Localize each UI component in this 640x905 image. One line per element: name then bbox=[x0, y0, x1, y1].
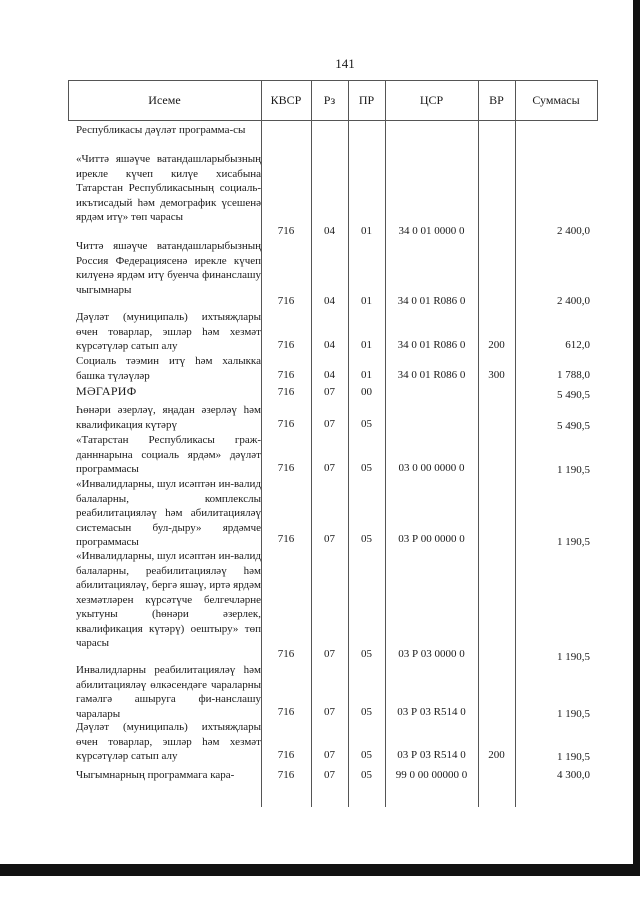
row-rz: 07 bbox=[324, 418, 335, 430]
row-pr: 01 bbox=[361, 225, 372, 237]
row-sum: 612,0 bbox=[565, 339, 590, 351]
scan-edge-right bbox=[633, 0, 640, 865]
row-csr: 03 Р 00 0000 0 bbox=[398, 533, 465, 545]
row-sum: 1 788,0 bbox=[557, 369, 590, 381]
row-kvsr: 716 bbox=[277, 706, 295, 718]
scan-edge-bottom bbox=[0, 864, 640, 876]
row-kvsr: 716 bbox=[277, 386, 295, 398]
row-pr: 05 bbox=[361, 418, 372, 430]
row-kvsr: 716 bbox=[277, 462, 295, 474]
row-pr: 05 bbox=[361, 648, 372, 660]
row-vr: 200 bbox=[488, 339, 505, 351]
column-divider bbox=[515, 80, 516, 807]
row-rz: 04 bbox=[324, 369, 335, 381]
row-name: Инвалидларны реабилитацияләү һәм абилитацияләү өлкәсендәге чараларны гамәлгә ашыруга фи-нанслашу чаралары bbox=[76, 664, 261, 720]
row-pr: 05 bbox=[361, 769, 372, 781]
row-sum: 4 300,0 bbox=[557, 769, 590, 781]
header-sum: Суммасы bbox=[532, 92, 580, 107]
row-csr: 34 0 01 0000 0 bbox=[398, 225, 465, 237]
row-sum: 5 490,5 bbox=[557, 420, 590, 432]
row-name: «Инвалидларны, шул исәптән ин-валид балаларны, реабилитацияләү һәм абилитацияләү, бергә яшәү, иртә ярдәм хезмәтләрен күрсәтүче белгечләрне укытуны (һөнәри әзерлек, квалификация күтәрү) оештыру» төп чарасы bbox=[76, 550, 262, 649]
row-sum: 1 190,5 bbox=[557, 464, 590, 476]
row-rz: 07 bbox=[324, 749, 335, 761]
row-csr: 99 0 00 00000 0 bbox=[395, 769, 468, 781]
row-rz: 07 bbox=[324, 648, 335, 660]
page-number: 141 bbox=[335, 56, 355, 71]
row-name: Дәүләт (муниципаль) ихтыяҗлары өчен товарлар, эшләр һәм хезмәт күрсәтүләр сатып алу bbox=[76, 311, 261, 352]
row-pr: 00 bbox=[361, 386, 372, 398]
budget-table bbox=[68, 80, 598, 807]
row-sum: 1 190,5 bbox=[557, 536, 590, 548]
row-rz: 07 bbox=[324, 533, 335, 545]
header-name: Исеме bbox=[148, 92, 181, 107]
row-name: Социаль тәэмин итү һәм халыкка башка түләүләр bbox=[76, 355, 261, 382]
row-pr: 05 bbox=[361, 462, 372, 474]
row-csr: 34 0 01 R086 0 bbox=[397, 295, 466, 307]
row-kvsr: 716 bbox=[277, 648, 295, 660]
header-bottom-line bbox=[68, 120, 598, 121]
header-pr: ПР bbox=[358, 92, 375, 107]
row-sum: 1 190,5 bbox=[557, 751, 590, 763]
row-name: Һөнәри әзерләү, яңадан әзерләү һәм квалификация күтәрү bbox=[76, 404, 261, 431]
row-csr: 03 0 00 0000 0 bbox=[398, 462, 465, 474]
row-csr: 34 0 01 R086 0 bbox=[397, 339, 466, 351]
row-rz: 04 bbox=[324, 339, 335, 351]
row-pr: 01 bbox=[361, 369, 372, 381]
column-divider bbox=[478, 80, 479, 807]
row-pr: 05 bbox=[361, 533, 372, 545]
row-sum: 1 190,5 bbox=[557, 651, 590, 663]
row-name: Читтә яшәүче ватандашларыбызның Россия Федерациясенә ирекле күчеп килүенә ярдәм итү буенча финанслашу чыгымнары bbox=[76, 240, 261, 296]
header-rz: Рз bbox=[323, 92, 336, 107]
row-kvsr: 716 bbox=[277, 339, 295, 351]
row-csr: 03 Р 03 0000 0 bbox=[398, 648, 465, 660]
row-rz: 07 bbox=[324, 462, 335, 474]
row-csr: 03 Р 03 R514 0 bbox=[397, 706, 466, 718]
row-csr: 03 Р 03 R514 0 bbox=[397, 749, 466, 761]
row-vr: 300 bbox=[488, 369, 505, 381]
row-kvsr: 716 bbox=[277, 533, 295, 545]
row-sum: 2 400,0 bbox=[557, 295, 590, 307]
column-divider bbox=[348, 80, 349, 807]
row-pr: 01 bbox=[361, 339, 372, 351]
row-name: Республикасы дәүләт программа-сы bbox=[76, 124, 246, 136]
row-name: Чыгымнарның программага кара- bbox=[76, 769, 235, 781]
column-divider bbox=[385, 80, 386, 807]
header-vr: ВР bbox=[489, 92, 504, 107]
row-kvsr: 716 bbox=[277, 225, 295, 237]
column-divider bbox=[311, 80, 312, 807]
row-kvsr: 716 bbox=[277, 418, 295, 430]
row-pr: 01 bbox=[361, 295, 372, 307]
row-name: Дәүләт (муниципаль) ихтыяҗлары өчен товарлар, эшләр һәм хезмәт күрсәтүләр сатып алу bbox=[76, 721, 261, 762]
row-rz: 07 bbox=[324, 769, 335, 781]
row-rz: 07 bbox=[324, 706, 335, 718]
row-name: «Инвалидларны, шул исәптән ин-валид балаларны, комплекслы реабилитацияләү һәм абилитацияләү системасын бул-дыру» ярдәмче программасы bbox=[76, 478, 262, 548]
header-kvsr: КВСР bbox=[270, 92, 302, 107]
row-sum: 5 490,5 bbox=[557, 389, 590, 401]
row-name: «Читтә яшәүче ватандашларыбызның ирекле күчеп килүе хисабына Татарстан Республикасының социаль-икътисадый һәм демографик үсешенә ярдәм итү» төп чарасы bbox=[76, 153, 261, 223]
row-kvsr: 716 bbox=[277, 295, 295, 307]
row-kvsr: 716 bbox=[277, 769, 295, 781]
row-pr: 05 bbox=[361, 749, 372, 761]
row-kvsr: 716 bbox=[277, 369, 295, 381]
row-name: МӘГАРИФ bbox=[76, 384, 137, 398]
row-name: «Татарстан Республикасы граж-данннарына социаль ярдәм» дәүләт программасы bbox=[76, 434, 261, 475]
row-rz: 04 bbox=[324, 295, 335, 307]
table-border-right bbox=[597, 80, 598, 121]
row-sum: 2 400,0 bbox=[557, 225, 590, 237]
row-vr: 200 bbox=[488, 749, 505, 761]
header-csr: ЦСР bbox=[419, 92, 444, 107]
row-pr: 05 bbox=[361, 706, 372, 718]
row-kvsr: 716 bbox=[277, 749, 295, 761]
row-sum: 1 190,5 bbox=[557, 708, 590, 720]
row-rz: 04 bbox=[324, 225, 335, 237]
row-csr: 34 0 01 R086 0 bbox=[397, 369, 466, 381]
row-rz: 07 bbox=[324, 386, 335, 398]
column-divider bbox=[261, 80, 262, 807]
